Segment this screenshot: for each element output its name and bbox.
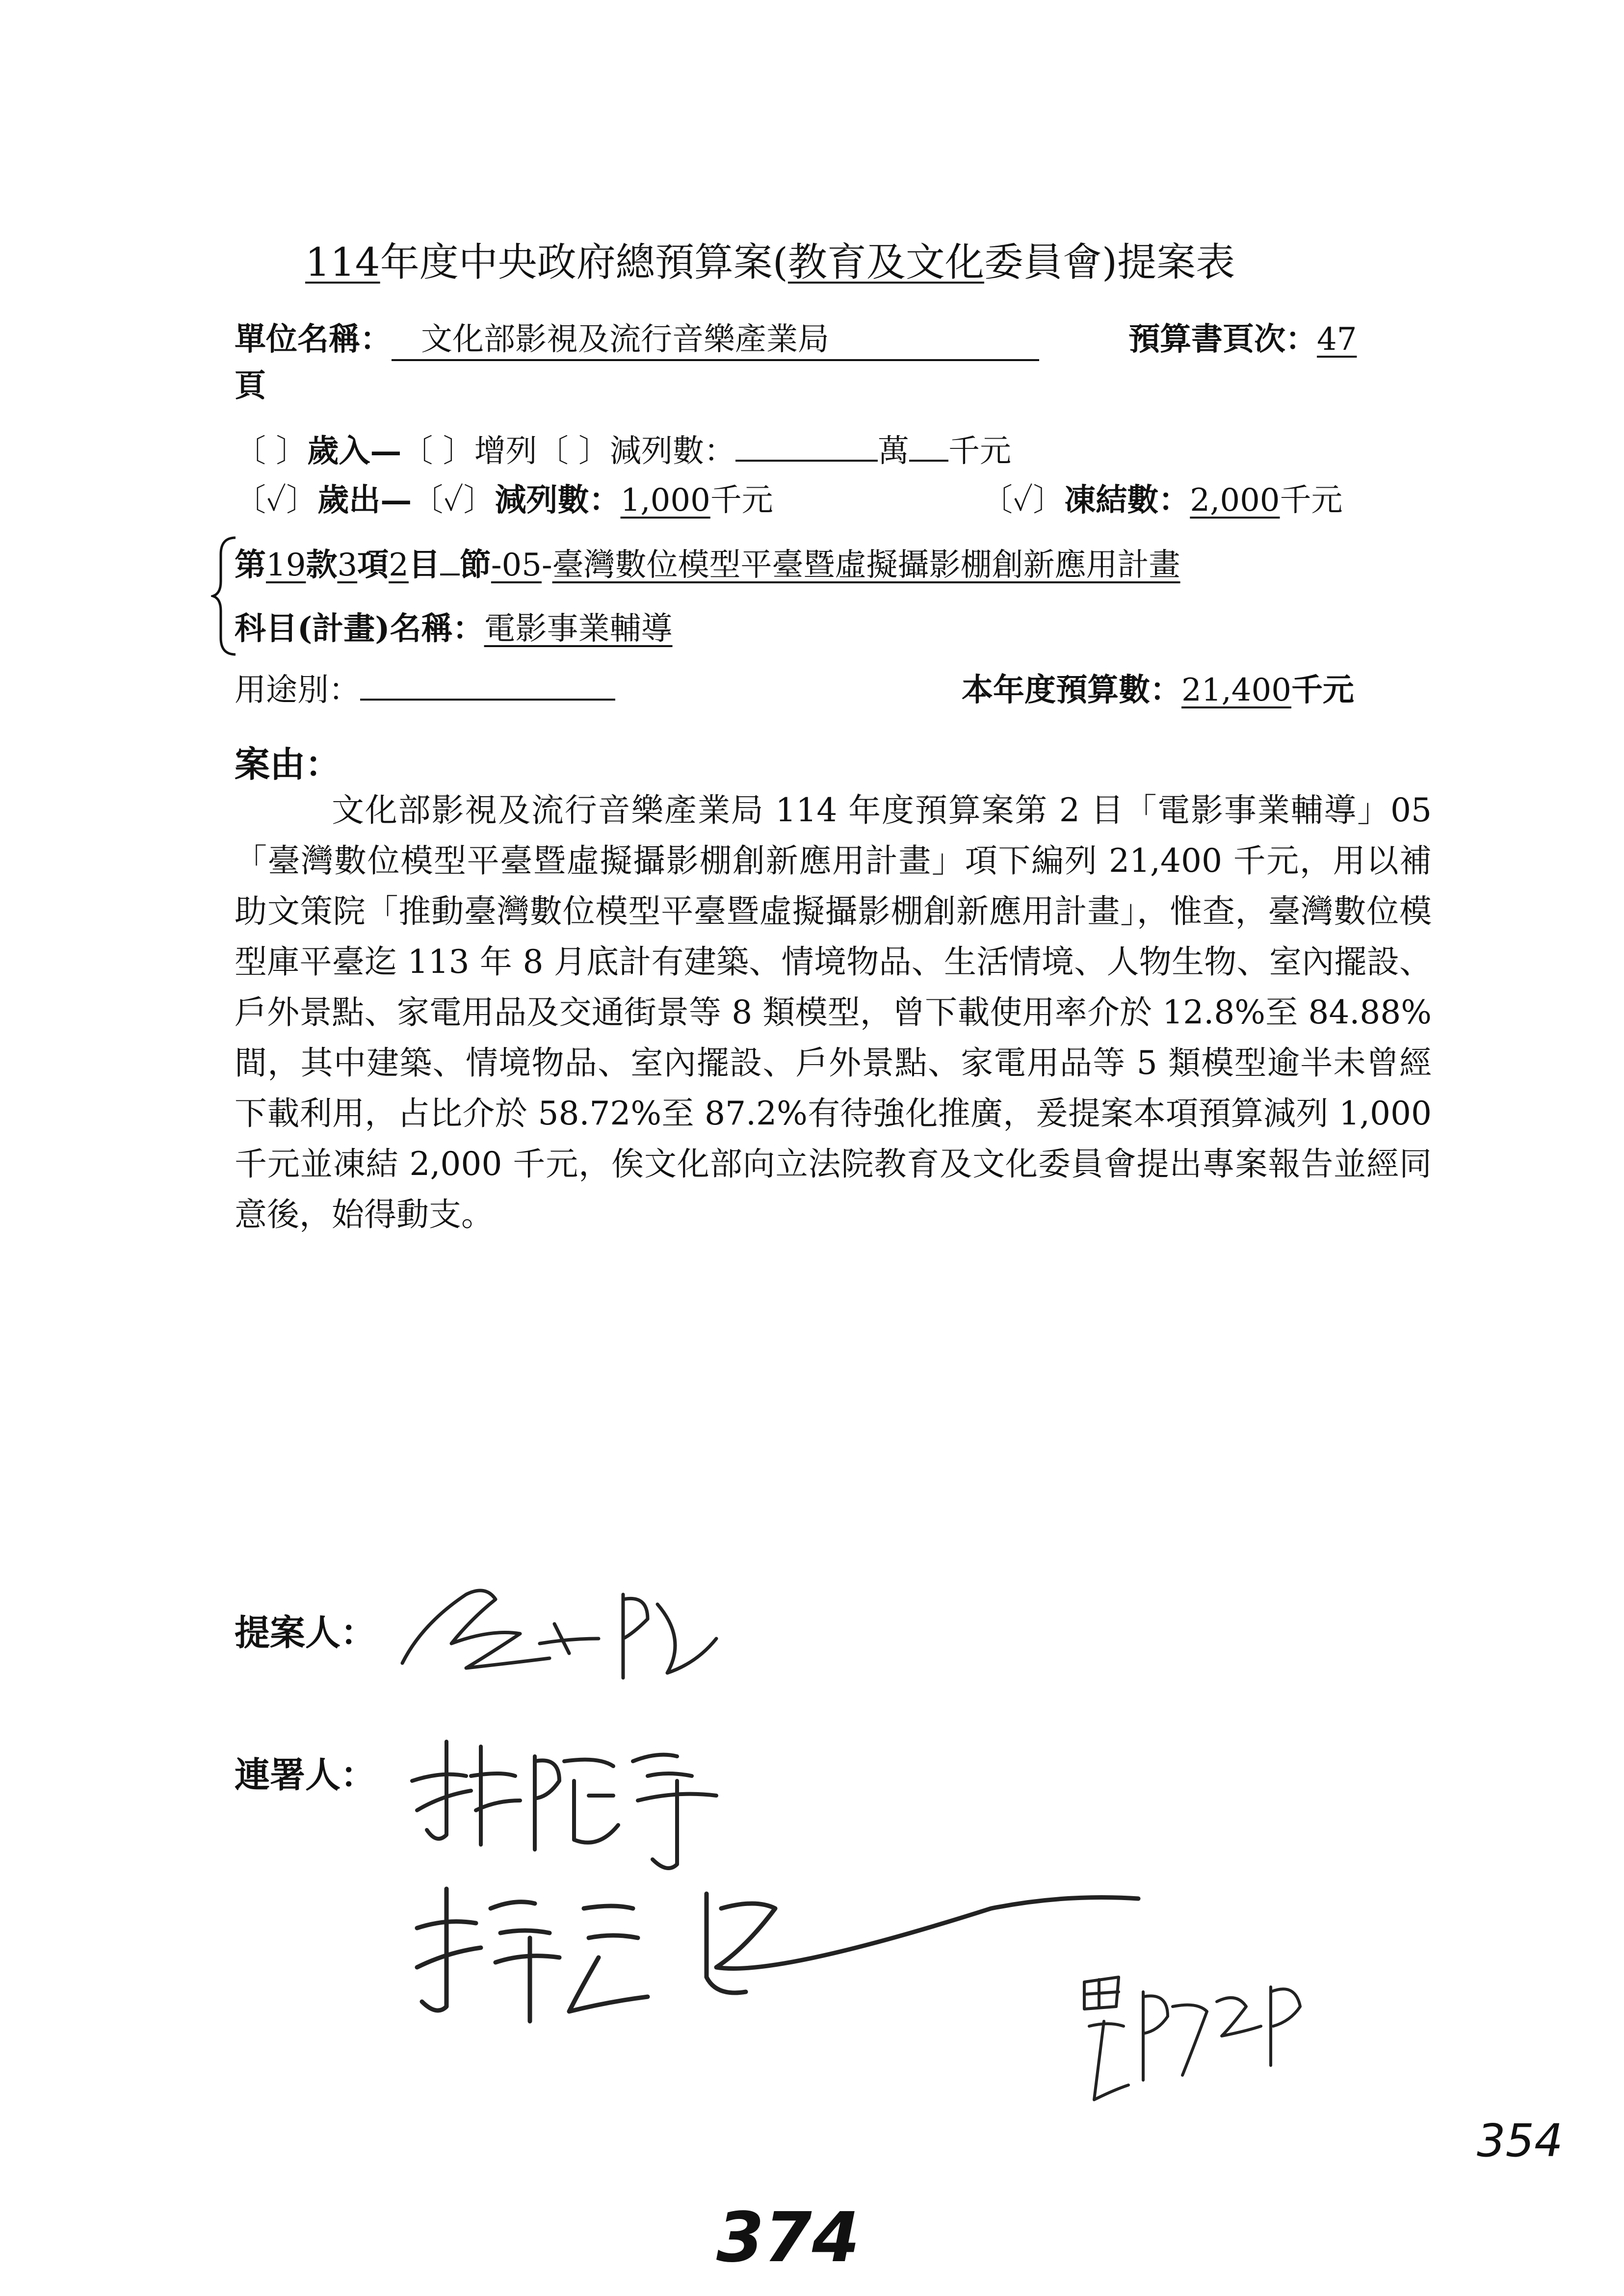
exp-decrease-unit: 千元 [710,482,773,519]
annual-budget-value: 21,400 [1181,672,1291,708]
subject-value: 電影事業輔導 [484,611,673,647]
title-committee: 教育及文化 [787,239,984,285]
cosigner-signature-3 [1070,1953,1344,2114]
handwritten-page-number-right: 354 [1477,2114,1563,2167]
kuan-number: 19 [266,547,306,583]
jie-blank[interactable] [440,574,460,575]
cosigner-label: 連署人： [235,1754,376,1796]
freeze-value: 2,000 [1190,482,1280,519]
kuan-label: 款 [306,547,338,583]
budget-page-label: 預算書頁次： [1128,321,1317,358]
freeze-group [981,475,1343,520]
revenue-line [235,426,1011,471]
subject-row [235,603,673,649]
xiang-label: 項 [357,547,389,583]
expenditure-checkbox[interactable]: 〔✓〕 [235,482,318,519]
subject-label: 科目(計畫)名稱： [235,610,484,647]
handwritten-page-number: 374 [716,2198,860,2278]
decrease-checkbox[interactable]: 〔 〕 [537,433,610,470]
qian-label: 千元 [948,433,1012,470]
annual-budget-label: 本年度預算數： [962,672,1181,708]
usage-blank[interactable] [360,699,615,701]
expenditure-line [235,475,773,520]
document-title [305,231,1235,287]
title-part1: 年度中央政府總預算案( [380,239,788,285]
freeze-unit: 千元 [1280,482,1343,519]
wan-label: 萬 [878,433,910,470]
plan-code: -05 [491,547,542,583]
usage-label: 用途別： [235,672,360,708]
exp-decrease-value: 1,000 [620,482,710,519]
xiang-number: 3 [337,547,358,583]
jie-label: 節 [459,547,491,583]
reason-text: 文化部影視及流行音樂產業局 114 年度預算案第 2 目「電影事業輔導」05「臺灣數位模型平臺暨虛擬攝影棚創新應用計畫」項下編列 21,400 千元，用以補助文策院「推動臺灣數位模型平臺暨虛擬攝影棚創新應用計畫」，惟查，臺灣數位模型庫平臺迄 113 年 8 月底計有建築、情境物品、生活情境、人物生物、室內擺設、戶外景點、家電用品及交通街景等 8 類模型，曾下載使用率介於 12.8%至 84.88%間，其中建築、情境物品、室內擺設、戶外景點、家電用品等 5 類模型逾半未曾經下載利用，占比介於 58.72%至 87.2%有待強化推廣，爰提案本項預算減列 1,000 千元並凍結 2,000 千元，俟文化部向立法院教育及文化委員會提出專案報告並經同意後，始得動支。 [235,791,1432,1233]
item-di: 第 [235,547,266,583]
plan-dash: - [541,547,552,583]
proposer-label: 提案人： [235,1612,376,1653]
exp-decrease-checkbox[interactable]: 〔✓〕 [412,482,495,519]
exp-decrease-label: 減列數： [495,482,621,519]
item-line [235,540,1180,585]
expenditure-label: 歲出— [317,482,412,519]
usage-row [235,665,615,710]
decrease-label: 減列數： [610,433,736,470]
revenue-checkbox[interactable]: 〔 〕 [235,433,308,470]
title-part2: 委員會)提案表 [984,239,1235,285]
freeze-checkbox[interactable]: 〔✓〕 [981,482,1065,519]
wan-blank[interactable] [735,460,878,462]
unit-value: 文化部影視及流行音樂產業局 [392,314,1039,361]
freeze-label: 凍結數： [1064,482,1190,519]
increase-checkbox[interactable]: 〔 〕 [401,433,474,470]
mu-number: 2 [389,547,409,583]
revenue-label: 歲入— [307,433,402,470]
qian-blank[interactable] [909,460,948,462]
budget-page-value: 47 [1317,321,1357,358]
reason-heading: 案由： [235,743,341,785]
plan-name: 臺灣數位模型平臺暨虛擬攝影棚創新應用計畫 [552,547,1180,583]
budget-page-row [1128,314,1357,359]
increase-label: 增列 [474,433,537,470]
cosigner-signature-1 [402,1727,756,1879]
title-year: 114 [305,239,380,285]
unit-row [235,314,1039,361]
mu-label: 目 [408,547,440,583]
unit-label: 單位名稱： [235,321,392,358]
annual-budget-unit: 千元 [1291,672,1354,708]
budget-page-suffix: 頁 [235,367,266,404]
proposer-signature [393,1565,736,1693]
annual-budget-row [962,665,1354,710]
